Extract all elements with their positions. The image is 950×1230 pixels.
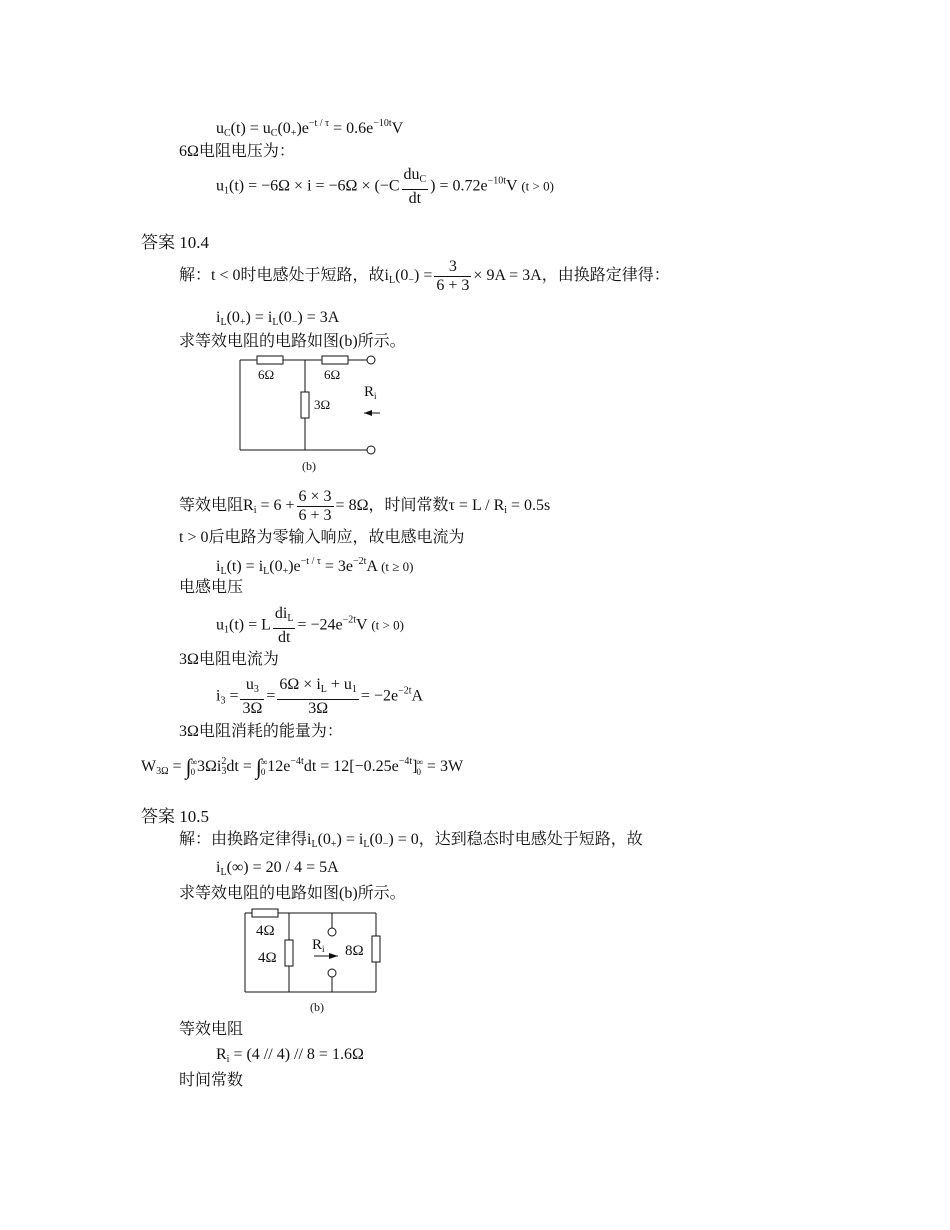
i3-equation: $i_3$ = $\frac{u_3}{3\Omega}$ = $\frac{6\Omega \times i_L + u_1}{3\Omega}$ = $-2e^{-2t}A$ xyxy=(216,676,424,717)
solution-10-4-intro: 解：t < 0时电感处于短路，故$i_L(0_-)$ = $\frac{3}{6 + 3}$ × 9A = 3A，由换路定律得： xyxy=(179,258,670,294)
answer-heading-10-5: 答案 10.5 xyxy=(141,807,209,826)
figure-caption: (b) xyxy=(310,1000,324,1014)
equivalent-resistance-label: 等效电阻 xyxy=(179,1021,244,1038)
time-constant-label: 时间常数 xyxy=(179,1072,244,1089)
fraction: $\frac{di_L}{dt}$ xyxy=(274,605,294,646)
circuit-diagram-2 xyxy=(240,904,390,1014)
uc-equation: $u_C(t) = u_C(0_+)e^{-t / \tau} = 0.6e^{-10t}V$ xyxy=(216,118,404,139)
fraction: $\frac{6\Omega \times i_L + u_1}{3\Omega}$ xyxy=(279,676,357,717)
energy-label: 3Ω电阻消耗的能量为： xyxy=(179,723,343,740)
resistor-6ohm-right xyxy=(322,356,348,364)
label-ri: $R_i$ xyxy=(312,937,325,954)
label-3ohm: 3Ω xyxy=(314,397,331,412)
integral-sign: ∫ xyxy=(185,754,192,779)
fraction: $\frac{du_C}{dt}$ xyxy=(403,166,427,207)
equivalent-circuit-caption-1: 求等效电阻的电路如图(b)所示。 xyxy=(179,333,406,350)
terminal-top xyxy=(328,928,336,936)
resistor-voltage-label: 6Ω电阻电压为： xyxy=(179,143,295,160)
fraction: $\frac{3}{6 + 3}$ xyxy=(436,258,470,294)
u1-t-equation: $u_1(t) = L$ $\frac{di_L}{dt}$ = $-24e^{-2t}V$ (t > 0) xyxy=(216,605,404,646)
label-4ohm-top: 4Ω xyxy=(256,923,275,939)
terminal-bottom xyxy=(367,446,375,454)
label-8ohm: 8Ω xyxy=(345,943,364,959)
inductor-voltage-label: 电感电压 xyxy=(179,579,244,596)
terminal-bottom xyxy=(328,969,336,977)
zero-input-response-text: t > 0后电路为零输入响应，故电感电流为 xyxy=(179,529,465,546)
ri-equation: $R_i = (4 // 4) // 8 = 1.6\Omega$ xyxy=(216,1046,364,1065)
il-initial-equation: $i_L(0_+) = i_L(0_-) = 3A$ xyxy=(216,309,340,328)
figure-caption: (b) xyxy=(302,459,316,473)
label-6ohm-right: 6Ω xyxy=(324,367,341,382)
label-6ohm-left: 6Ω xyxy=(258,367,275,382)
resistor-4ohm-vertical xyxy=(285,940,293,966)
energy-equation: $W_{3\Omega}$ = ∫∞ 0 $3\Omega i_3^2dt$ = ∫∞ 0 $12e^{-4t}dt = 12[-0.25e^{-4t}]\infty$ 0 = 3W xyxy=(141,754,464,779)
circuit-diagram-1 xyxy=(235,352,395,472)
u1-equation: $u_1(t) = -6\Omega \times i = -6\Omega \times (-C$ $\frac{du_C}{dt}$ ) = $0.72e^{-10t}V$ (t > 0) xyxy=(216,166,554,207)
terminal-top xyxy=(367,356,375,364)
fraction: $\frac{u_3}{3\Omega}$ xyxy=(242,676,263,717)
resistor-3ohm xyxy=(301,392,309,418)
answer-heading-10-4: 答案 10.4 xyxy=(141,233,209,252)
resistor-6ohm-left xyxy=(257,356,283,364)
equivalent-resistance-equation: 等效电阻$R_i = 6$ + $\frac{6 \times 3}{6 + 3}$ = 8Ω，时间常数$\tau = L / R_i = 0.5s$ xyxy=(179,488,551,524)
il-t-equation: $i_L(t) = i_L(0_+)e^{-t / \tau} = 3e^{-2t}A$ (t ≥ 0) xyxy=(216,556,414,577)
fraction: $\frac{6 \times 3}{6 + 3}$ xyxy=(298,488,332,524)
il-infinity-equation: $i_L(\infty) = 20 / 4 = 5A$ xyxy=(216,859,339,878)
solution-10-5-intro: 解：由换路定律得$i_L(0_+) = i_L(0_-) = 0$，达到稳态时电感处于短路，故 xyxy=(179,831,643,850)
resistor-8ohm xyxy=(372,936,380,962)
label-4ohm-left: 4Ω xyxy=(258,950,277,966)
label-ri: $R_i$ xyxy=(364,384,377,401)
resistor-current-label: 3Ω电阻电流为 xyxy=(179,651,279,668)
resistor-4ohm-top xyxy=(252,909,278,917)
integral-sign: ∫ xyxy=(255,754,262,779)
equivalent-circuit-caption-2: 求等效电阻的电路如图(b)所示。 xyxy=(179,885,406,902)
